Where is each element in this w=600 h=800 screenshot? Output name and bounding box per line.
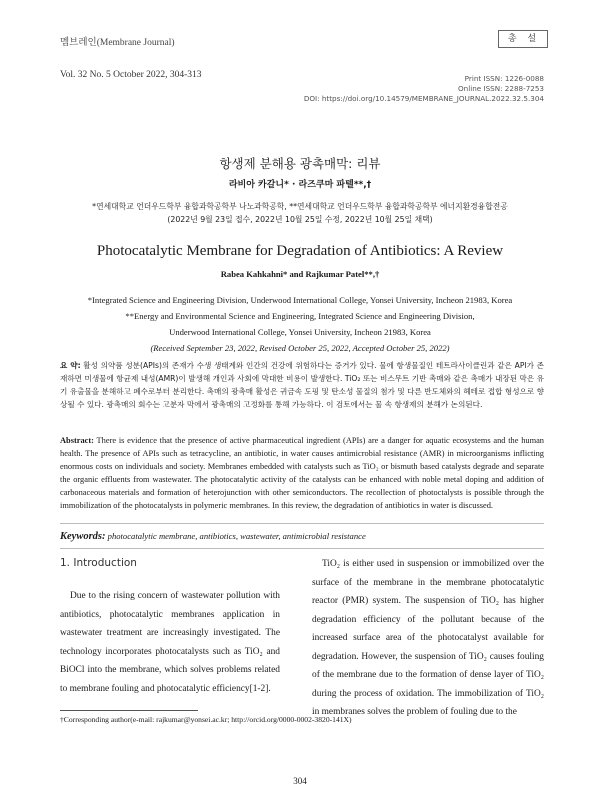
korean-abstract-text: 활성 의약품 성분(APIs)의 존재가 수생 생태계와 인간의 건강에 위험하다는 증거가 있다. 물에 항생물질인 테트라사이클린과 같은 API가 존재하면 미생물에 항균제 내성(AMR)이 발생해 개인과 사회에 막대한 비용이 발생한다. TiO₂ 또는 비스무트 기반 촉매와 같은 촉매가 내장된 막은 유기 유출물을 분해하고 폐수로부터 분리한다. 촉매의 광촉매 활성은 귀금속 도핑 및 탄소성 물질의 첨가 및 다른 반도체와의 헤테로 접합 형성으로 향상될 수 있다. 광촉매의 회수는 고분자 막에서 광촉매의 고정화를 통해 가능하다. 이 검토에서는 물 속 항생제의 분해가 논의된다.: [60, 361, 544, 409]
page-number: 304: [293, 776, 307, 786]
section-heading: 1. Introduction: [60, 557, 137, 569]
keywords-box: [60, 523, 544, 549]
section-badge: 총 설: [498, 30, 548, 48]
abstract-text: There is evidence that the presence of active pharmaceutical ingredient (APIs) are a danger for aquatic ecosystems and the human health. The presence of APIs such as tetracycline, an antibiotic, in water causes antimicrobial resistance (AMR) in microorganisms inflicting enormous costs on individuals and society. Membranes embedded with catalysts such as TiO₂ or bismuth based catalysts degrade and separate the organic effluents from wastewater. The photocatalytic activity of the catalysts can be enhanced with noble metal doping and addition of carbonaceous materials and formation of heterojunction with other semiconductors. The recollection of photoctalysts is possible through the immobilization of the photocatalysts in polymeric membranes. In this review, the degradation of antibiotics in water is discussed.: [60, 436, 544, 510]
korean-title: 항생제 분해용 광촉매막: 리뷰: [219, 156, 381, 171]
print-issn: Print ISSN: 1226-0088: [464, 74, 544, 83]
intro-paragraph-left: Due to the rising concern of wastewater pollution with antibiotics, photocatalytic membranes application in wastewater treatment are increasingly investigated. The technology incorporates photocatalysts such as TiO₂ and BiOCl into the membrane, which solves problems related to membrane fouling and photocatalytic efficiency[1-2].: [60, 591, 280, 694]
abstract-label: Abstract:: [60, 436, 94, 445]
korean-authors: 라비아 카갈니* · 라즈쿠마 파텔**,†: [228, 180, 372, 190]
english-authors: Rabea Kahkahni* and Rajkumar Patel**,†: [220, 269, 380, 279]
korean-dates-line: (2022년 9월 23일 접수, 2022년 10월 25일 수정, 2022년 10월 25일 채택): [167, 214, 433, 224]
affiliation-line-2: **Energy and Environmental Science and Engineering, Integrated Science and Engineering Division,: [125, 311, 475, 321]
journal-name: 멤브레인(Membrane Journal): [60, 38, 175, 48]
english-title: Photocatalytic Membrane for Degradation of Antibiotics: A Review: [96, 243, 504, 259]
keywords-text: photocatalytic membrane, antibiotics, wastewater, antimicrobial resistance: [107, 531, 366, 541]
affiliation-line-1: *Integrated Science and Engineering Division, Underwood International College, Yonsei University, Incheon 21983, Korea: [87, 295, 513, 305]
online-issn: Online ISSN: 2288-7253: [458, 84, 544, 93]
footnote-divider: [60, 710, 198, 711]
english-affiliations: [0, 292, 600, 356]
doi-link[interactable]: DOI: https://doi.org/10.14579/MEMBRANE_JOURNAL.2022.32.5.304: [303, 94, 544, 103]
korean-affiliation-line: *연세대학교 언더우드학부 융합과학공학부 나노과학공학, **연세대학교 언더우드학부 융합과학공학부 에너지환경융합전공: [92, 202, 508, 211]
korean-abstract: [60, 359, 544, 411]
keywords-label: Keywords:: [60, 531, 106, 542]
english-dates-line: (Received September 23, 2022, Revised October 25, 2022, Accepted October 25, 2022): [150, 343, 450, 353]
intro-paragraph-right: TiO₂ is either used in suspension or immobilized over the surface of the membrane in the membrane photocatalytic reactor (PMR) system. The suspension of TiO₂ has higher degradation efficiency of the pollutant because of the increased surface area of the photocatalyst available for degradation. However, the suspension of TiO₂ causes fouling of the membrane due to the formation of dense layer of TiO₂ during the process of oxidation. The immobilization of TiO₂ in membranes solves the problem of fouling due to the: [312, 559, 544, 717]
korean-abstract-label: 요 약:: [60, 361, 81, 370]
english-abstract: [60, 434, 544, 512]
korean-affiliations: [0, 201, 600, 226]
affiliation-line-3: Underwood International College, Yonsei University, Incheon 21983, Korea: [169, 327, 431, 337]
corresponding-author-footnote: †Corresponding author(e-mail: rajkumar@yonsei.ac.kr; http://orcid.org/0000-0002-3820-141X): [60, 715, 352, 724]
volume-line: Vol. 32 No. 5 October 2022, 304-313: [60, 70, 202, 80]
